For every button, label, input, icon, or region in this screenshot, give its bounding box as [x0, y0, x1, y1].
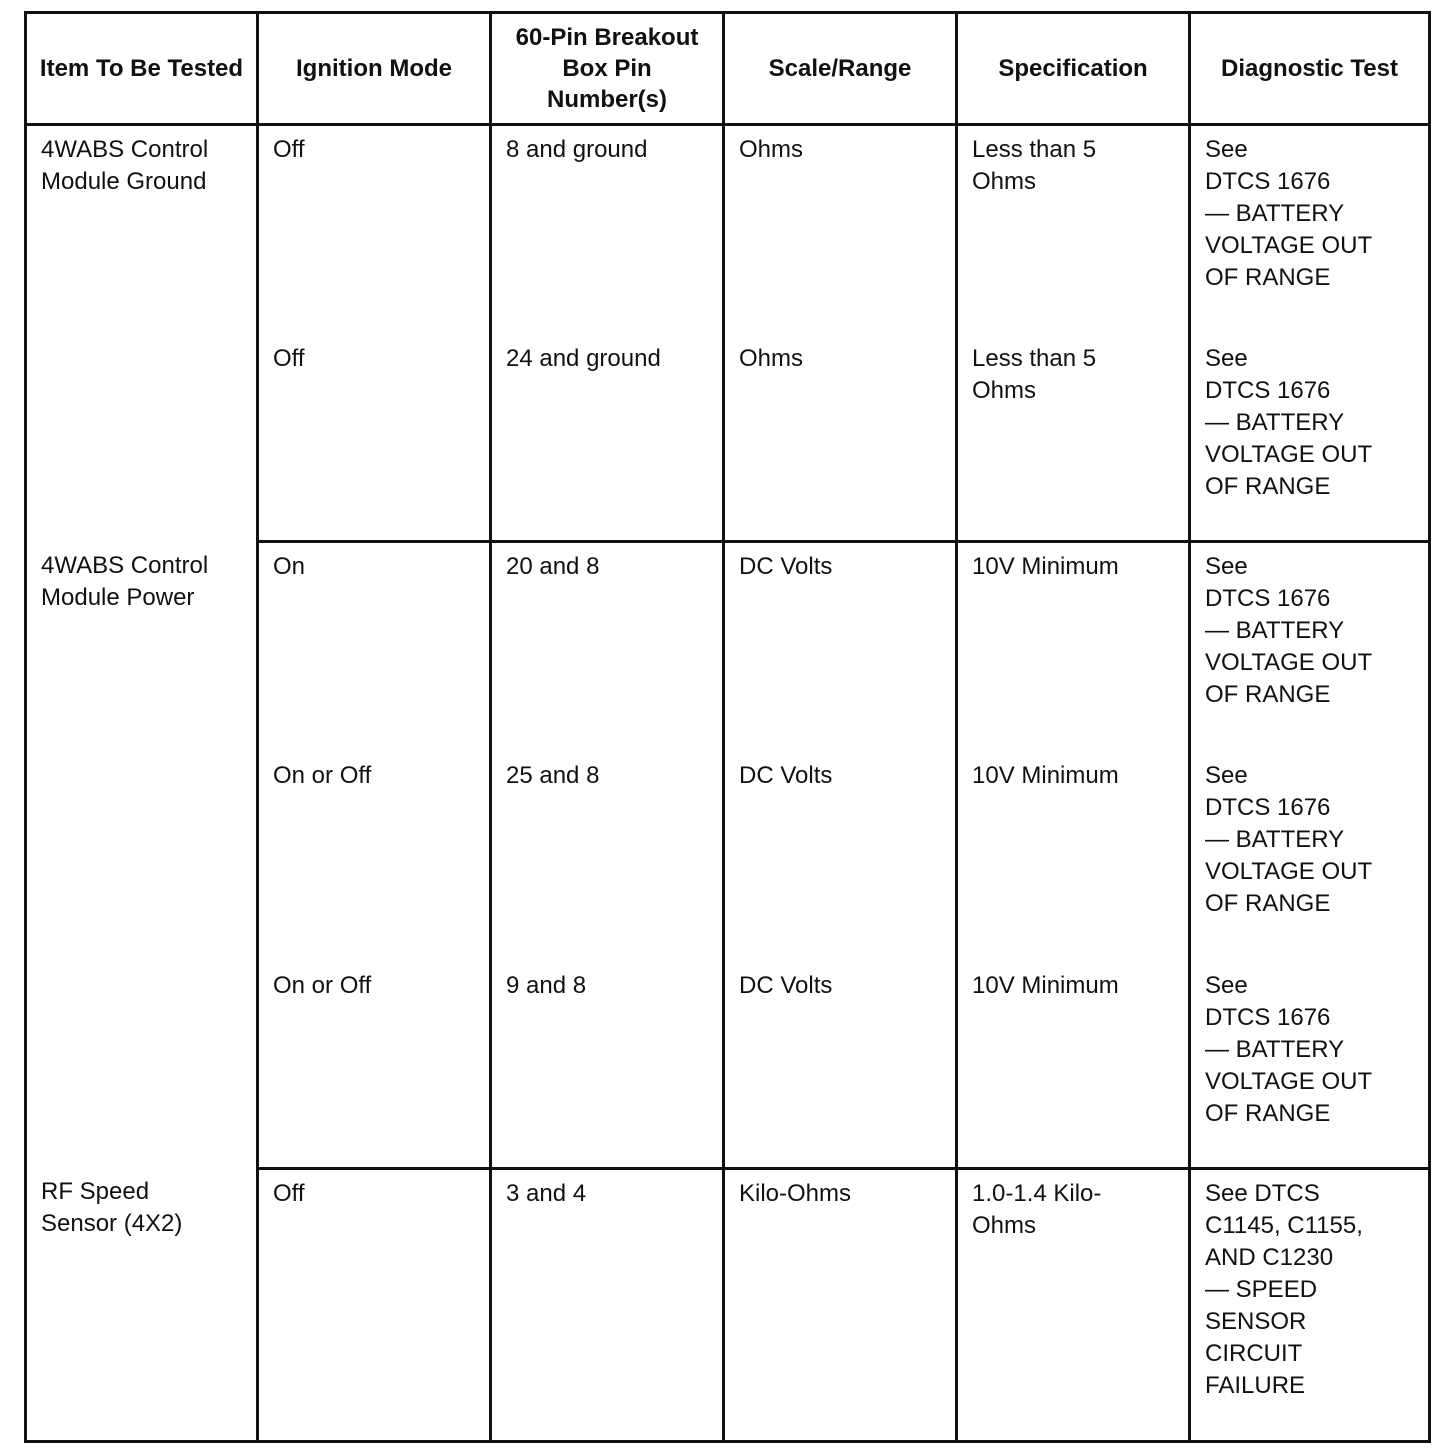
scale-cell: Ohms: [724, 335, 957, 542]
spec-cell: 10V Minimum: [957, 542, 1190, 753]
scale-cell: DC Volts: [724, 962, 957, 1169]
item-cell: 4WABS Control Module Power: [26, 542, 258, 1168]
pins-cell: 3 and 4: [491, 1168, 724, 1441]
scale-cell: Ohms: [724, 125, 957, 336]
ignition-cell: Off: [258, 125, 491, 336]
scale-cell: DC Volts: [724, 542, 957, 753]
header-ignition-mode: Ignition Mode: [258, 13, 491, 125]
scale-cell: Kilo-Ohms: [724, 1168, 957, 1441]
item-cell: RF Speed Sensor (4X2): [26, 1168, 258, 1441]
table-row: [26, 542, 1430, 753]
pins-cell: 20 and 8: [491, 542, 724, 753]
ignition-cell: On: [258, 542, 491, 753]
pins-cell: 24 and ground: [491, 335, 724, 542]
spec-cell: 10V Minimum: [957, 752, 1190, 961]
ignition-cell: On or Off: [258, 752, 491, 961]
ignition-cell: Off: [258, 1168, 491, 1441]
ignition-cell: On or Off: [258, 962, 491, 1169]
spec-cell: 10V Minimum: [957, 962, 1190, 1169]
test-cell: See DTCS 1676 — BATTERY VOLTAGE OUT OF RANGE: [1190, 752, 1430, 961]
header-item: Item To Be Tested: [26, 13, 258, 125]
test-cell: See DTCS C1145, C1155, AND C1230 — SPEED SENSOR CIRCUIT FAILURE: [1190, 1168, 1430, 1441]
spec-cell: Less than 5 Ohms: [957, 335, 1190, 542]
header-pin-numbers: 60-Pin Breakout Box Pin Number(s): [491, 13, 724, 125]
ignition-cell: Off: [258, 335, 491, 542]
pins-cell: 25 and 8: [491, 752, 724, 961]
diagnostic-spec-table: [24, 11, 1431, 1443]
header-diagnostic-test: Diagnostic Test: [1190, 13, 1430, 125]
test-cell: See DTCS 1676 — BATTERY VOLTAGE OUT OF RANGE: [1190, 542, 1430, 753]
table-row: [26, 125, 1430, 336]
pins-cell: 9 and 8: [491, 962, 724, 1169]
test-cell: See DTCS 1676 — BATTERY VOLTAGE OUT OF RANGE: [1190, 962, 1430, 1169]
scale-cell: DC Volts: [724, 752, 957, 961]
test-cell: See DTCS 1676 — BATTERY VOLTAGE OUT OF RANGE: [1190, 125, 1430, 336]
test-cell: See DTCS 1676 — BATTERY VOLTAGE OUT OF RANGE: [1190, 335, 1430, 542]
table-row: [26, 1168, 1430, 1441]
item-cell: 4WABS Control Module Ground: [26, 125, 258, 542]
header-specification: Specification: [957, 13, 1190, 125]
spec-cell: Less than 5 Ohms: [957, 125, 1190, 336]
header-row: [26, 13, 1430, 125]
header-scale-range: Scale/Range: [724, 13, 957, 125]
spec-cell: 1.0-1.4 Kilo- Ohms: [957, 1168, 1190, 1441]
pins-cell: 8 and ground: [491, 125, 724, 336]
